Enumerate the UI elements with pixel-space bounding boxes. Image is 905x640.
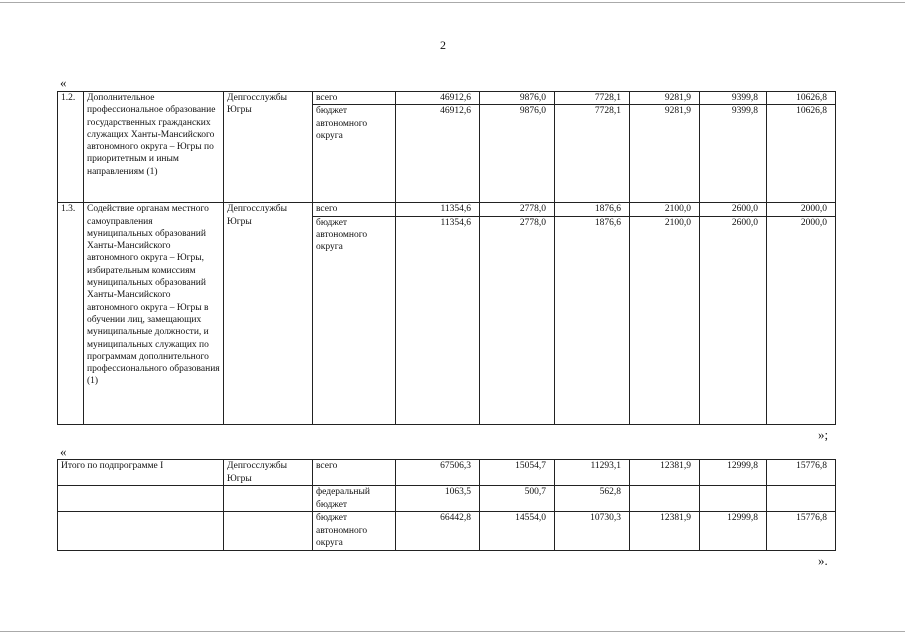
value-year: 10730,3 [555, 512, 630, 551]
table-row [58, 486, 836, 512]
value-year: 562,8 [555, 486, 630, 512]
funding-source: всего [313, 92, 396, 105]
value-year: 9281,9 [630, 92, 700, 105]
executor: Депгосслужбы Югры [224, 92, 313, 203]
empty-cell [58, 486, 224, 512]
value-year: 15054,7 [480, 460, 555, 486]
empty-cell [224, 486, 313, 512]
executor: Депгосслужбы Югры [224, 460, 313, 486]
row-number: 1.2. [58, 92, 84, 203]
value-year: 9876,0 [480, 105, 555, 203]
value-year: 500,7 [480, 486, 555, 512]
value-year: 15776,8 [767, 512, 836, 551]
value-year: 2100,0 [630, 216, 700, 424]
value-year: 10626,8 [767, 92, 836, 105]
value-year: 12999,8 [700, 460, 767, 486]
executor: Депгосслужбы Югры [224, 203, 313, 424]
value-total: 66442,8 [396, 512, 480, 551]
value-year: 9281,9 [630, 105, 700, 203]
close-quote-semicolon: »; [818, 427, 829, 442]
value-year: 10626,8 [767, 105, 836, 203]
value-total: 67506,3 [396, 460, 480, 486]
table-row [58, 460, 836, 486]
value-year: 2000,0 [767, 216, 836, 424]
value-year: 2778,0 [480, 216, 555, 424]
value-year: 2600,0 [700, 216, 767, 424]
value-year: 9399,8 [700, 92, 767, 105]
row-number: 1.3. [58, 203, 84, 424]
value-year: 2100,0 [630, 203, 700, 216]
value-total: 11354,6 [396, 216, 480, 424]
funding-source: федеральный бюджет [313, 486, 396, 512]
open-quote-main: « [60, 75, 67, 90]
value-year: 1876,6 [555, 216, 630, 424]
value-year: 2778,0 [480, 203, 555, 216]
value-year: 2000,0 [767, 203, 836, 216]
empty-cell [58, 512, 224, 551]
value-year: 14554,0 [480, 512, 555, 551]
value-total: 46912,6 [396, 105, 480, 203]
value-year: 2600,0 [700, 203, 767, 216]
table-row [58, 92, 836, 105]
value-year: 7728,1 [555, 92, 630, 105]
funding-source: бюджет автономного округа [313, 512, 396, 551]
funding-source: бюджет автономного округа [313, 216, 396, 424]
value-year: 12381,9 [630, 460, 700, 486]
value-year: 15776,8 [767, 460, 836, 486]
subprogram-total-table [57, 459, 836, 551]
value-year: 12381,9 [630, 512, 700, 551]
measure-name: Дополнительное профессиональное образование государственных гражданских служащих Ханты-Мансийского автономного округа – Югры по приоритетным и иным направлениям (1) [84, 92, 224, 203]
value-year: 11293,1 [555, 460, 630, 486]
value-year [700, 486, 767, 512]
page-bottom-edge [0, 631, 905, 632]
subtotal-title: Итого по подпрограмме I [58, 460, 224, 486]
table-row [58, 512, 836, 551]
value-total: 11354,6 [396, 203, 480, 216]
value-year: 9876,0 [480, 92, 555, 105]
funding-source: всего [313, 203, 396, 216]
funding-source: бюджет автономного округа [313, 105, 396, 203]
measure-name: Содействие органам местного самоуправления муниципальных образований Ханты-Мансийского автономного округа – Югры, избирательным комиссиям муниципальных образований Ханты-Мансийского автономного округа – Югры в обучении лиц, замещающих муниципальные должности, и муниципальных служащих по программам дополнительного профессионального образования (1) [84, 203, 224, 424]
value-year: 7728,1 [555, 105, 630, 203]
empty-cell [224, 512, 313, 551]
value-year: 12999,8 [700, 512, 767, 551]
value-year [767, 486, 836, 512]
program-measures-table [57, 91, 836, 425]
funding-source: всего [313, 460, 396, 486]
open-quote-subtotal: « [60, 444, 67, 459]
value-year: 1876,6 [555, 203, 630, 216]
value-total: 46912,6 [396, 92, 480, 105]
table-row [58, 203, 836, 216]
page-top-edge [0, 2, 905, 3]
value-year [630, 486, 700, 512]
close-quote-period: ». [818, 553, 828, 568]
value-total: 1063,5 [396, 486, 480, 512]
page-number: 2 [440, 38, 446, 52]
value-year: 9399,8 [700, 105, 767, 203]
